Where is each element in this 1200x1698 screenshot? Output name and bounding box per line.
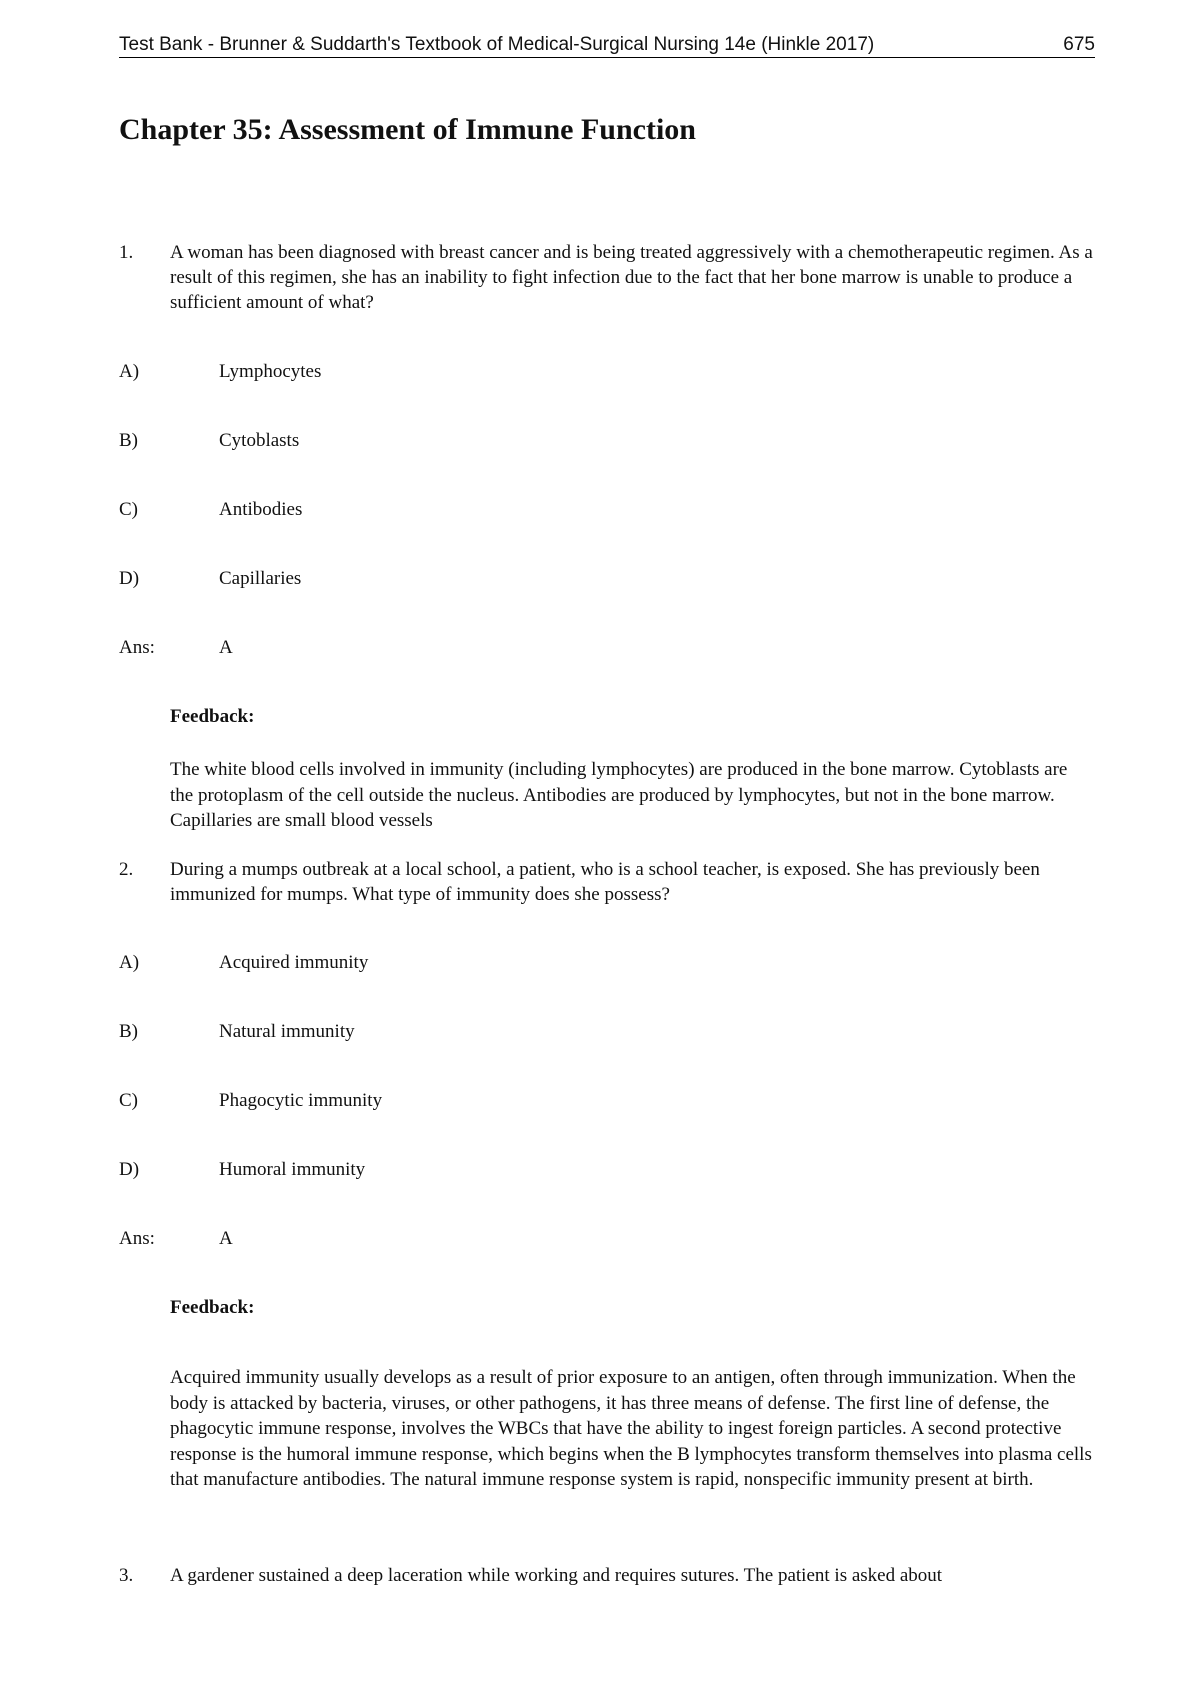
question-text: During a mumps outbreak at a local school, a patient, who is a school teacher, is exposed. She has previously been immunized for mumps. What type of immunity does she possess? xyxy=(170,859,1040,905)
option-label: A) xyxy=(119,952,140,973)
question-number: 2. xyxy=(119,859,134,880)
option-label: C) xyxy=(119,499,138,520)
option-label: A) xyxy=(119,361,140,382)
feedback-text: The white blood cells involved in immunity (including lymphocytes) are produced in the bone marrow. Cytoblasts are the protoplasm of the cell outside the nucleus. Antibodies are produced by lymphocytes, but not in the bone marrow. Capillaries are small blood vessels xyxy=(170,759,1068,831)
question-number: 3. xyxy=(119,1565,134,1586)
option-label: B) xyxy=(119,1021,138,1042)
option-label: D) xyxy=(119,568,140,589)
feedback-heading: Feedback: xyxy=(170,1297,255,1318)
option-text: Natural immunity xyxy=(219,1021,355,1042)
page-number: 675 xyxy=(1063,34,1095,55)
option-label: C) xyxy=(119,1090,138,1111)
answer-value: A xyxy=(219,1228,233,1249)
question-text: A woman has been diagnosed with breast cancer and is being treated aggressively with a chemotherapeutic regimen. As a result of this regimen, she has an inability to fight infection due to the fact that her bone marrow is unable to produce a sufficient amount of what? xyxy=(170,242,1093,313)
page-header xyxy=(119,34,1095,58)
feedback-heading: Feedback: xyxy=(170,706,255,727)
option-text: Phagocytic immunity xyxy=(219,1090,383,1111)
answer-label: Ans: xyxy=(119,637,155,658)
option-text: Capillaries xyxy=(219,568,302,589)
feedback-text: Acquired immunity usually develops as a result of prior exposure to an antigen, often through immunization. When the body is attacked by bacteria, viruses, or other pathogens, it has three means of defense. The first line of defense, the phagocytic immune response, involves the WBCs that have the ability to ingest foreign particles. A second protective response is the humoral immune response, which begins when the B lymphocytes transform themselves into plasma cells that manufacture antibodies. The natural immune response system is rapid, nonspecific immunity present at birth. xyxy=(170,1367,1092,1490)
option-text: Antibodies xyxy=(219,499,303,520)
header-title: Test Bank - Brunner & Suddarth's Textbook of Medical-Surgical Nursing 14e (Hinkle 2017) xyxy=(119,34,875,55)
option-text: Cytoblasts xyxy=(219,430,300,451)
option-text: Acquired immunity xyxy=(219,952,369,973)
answer-label: Ans: xyxy=(119,1228,155,1249)
option-label: D) xyxy=(119,1159,140,1180)
option-text: Lymphocytes xyxy=(219,361,322,382)
option-text: Humoral immunity xyxy=(219,1159,366,1180)
answer-value: A xyxy=(219,637,233,658)
question-number: 1. xyxy=(119,242,134,263)
question-text: A gardener sustained a deep laceration while working and requires sutures. The patient is asked about xyxy=(170,1565,943,1586)
chapter-title: Chapter 35: Assessment of Immune Function xyxy=(119,113,696,146)
option-label: B) xyxy=(119,430,138,451)
